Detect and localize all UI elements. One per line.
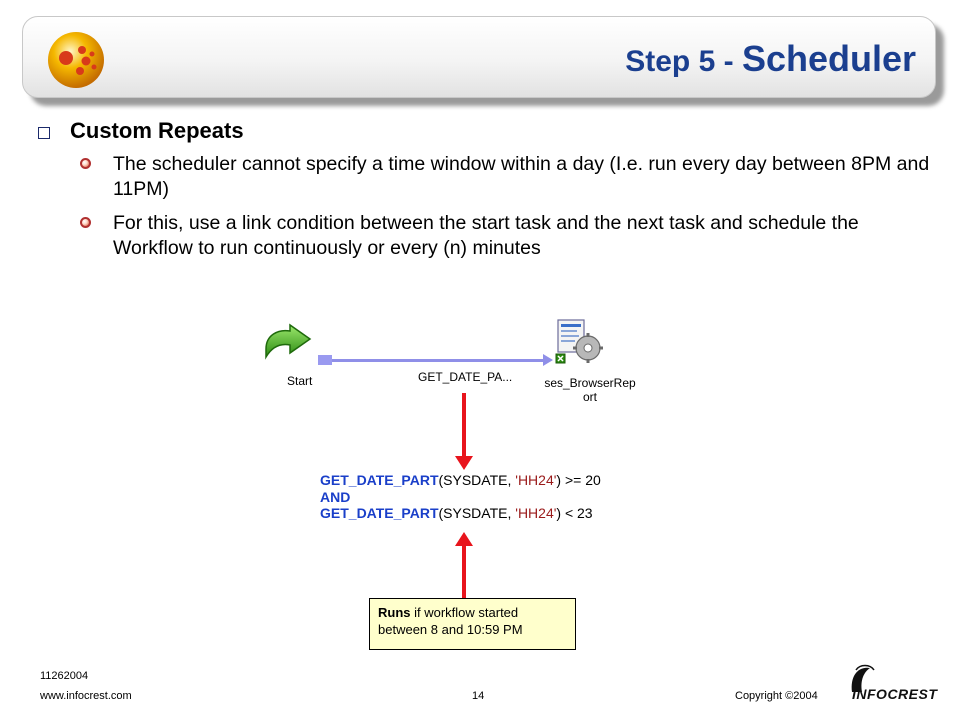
session-task-icon	[552, 316, 604, 372]
slide-title	[625, 38, 916, 80]
sub-bullet-text: The scheduler cannot specify a time window within a day (I.e. run every day between 8PM and 11PM)	[113, 153, 930, 200]
round-bullet-icon	[80, 217, 91, 228]
company-logo-icon	[44, 28, 108, 92]
bullet-custom-repeats	[38, 118, 244, 144]
condition-function: GET_DATE_PART	[320, 472, 439, 488]
sub-bullet-text: For this, use a link condition between the start task and the next task and schedule the Workflow to run continuously or every (n) minutes	[113, 212, 859, 259]
link-condition-expression	[320, 472, 601, 522]
red-arrow-down-shaft	[462, 393, 466, 459]
sub-bullet-2	[80, 211, 930, 261]
start-task-icon	[262, 323, 314, 367]
start-task-label: Start	[287, 374, 313, 388]
condition-args: (SYSDATE,	[438, 472, 516, 488]
infocrest-brand-text: INFOCREST	[852, 686, 938, 702]
condition-and-keyword: AND	[320, 488, 351, 505]
workflow-link-label: GET_DATE_PA...	[418, 370, 513, 384]
workflow-link-line	[318, 359, 548, 362]
red-arrow-down-icon	[455, 456, 473, 470]
condition-function: GET_DATE_PART	[320, 505, 439, 521]
red-arrow-up-shaft	[462, 545, 466, 601]
slide-title-prefix: Step 5 -	[625, 45, 742, 78]
note-bold-text: Runs	[378, 605, 411, 620]
footer-copyright: Copyright ©2004	[735, 690, 818, 702]
session-task-label: ses_BrowserRep ort	[544, 376, 636, 404]
slide-title-main: Scheduler	[741, 38, 916, 79]
footer-page-number: 14	[472, 690, 485, 702]
square-bullet-icon	[38, 127, 50, 139]
condition-string: 'HH24'	[515, 472, 557, 488]
workflow-link-start-marker	[318, 355, 332, 365]
footer-date: 11262004	[40, 670, 89, 682]
bullet-main-text: Custom Repeats	[70, 118, 244, 143]
condition-operator: ) >= 20	[556, 472, 601, 488]
note-text-line-1: if workflow started	[410, 605, 519, 620]
condition-operator: ) < 23	[556, 505, 593, 521]
sub-bullet-1	[80, 152, 930, 202]
note-callout	[369, 598, 576, 650]
condition-line-3	[320, 505, 601, 522]
condition-line-1	[320, 472, 601, 489]
red-arrow-up-icon	[455, 532, 473, 546]
condition-line-2	[320, 489, 601, 506]
footer-url: www.infocrest.com	[40, 690, 132, 702]
note-text-line-2: between 8 and 10:59 PM	[378, 622, 523, 637]
condition-args: (SYSDATE,	[438, 505, 516, 521]
condition-string: 'HH24'	[515, 505, 557, 521]
round-bullet-icon	[80, 158, 91, 169]
